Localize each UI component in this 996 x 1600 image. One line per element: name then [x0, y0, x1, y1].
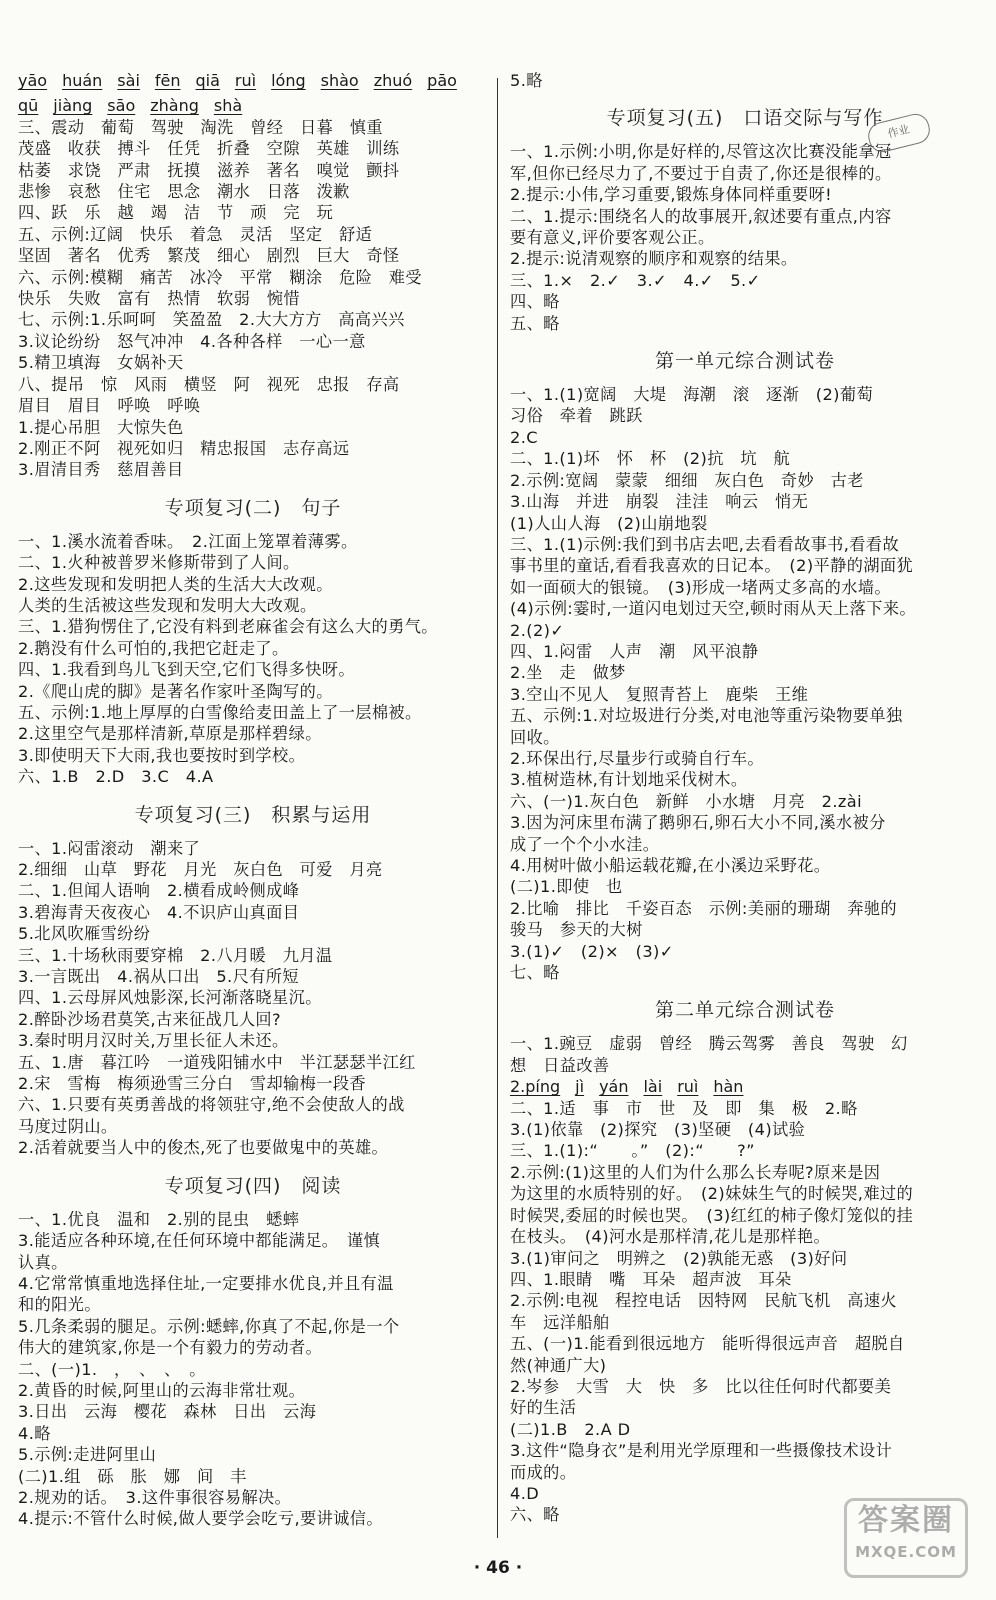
answer-line: 坚固 著名 优秀 繁茂 细心 剧烈 巨大 奇怪 — [18, 246, 400, 266]
answer-line: 六、(一)1.灰白色 新鲜 小水塘 月亮 2.zài — [510, 791, 863, 811]
column-divider — [497, 78, 498, 1538]
answer-line: 一、1.溪水流着香味。 2.江面上笼罩着薄雾。 — [18, 531, 358, 551]
watermark-url: MXQE.COM — [855, 1543, 957, 1561]
answer-line: 2.(2)✓ — [510, 620, 565, 640]
answer-line: 五、(一)1.能看到很远地方 能听得很远声音 超脱自 — [510, 1334, 905, 1354]
answer-line: 2.示例:电视 程控电话 因特网 民航飞机 高速火 — [510, 1291, 898, 1311]
answer-line: 2.提示:说清观察的顺序和观察的结果。 — [510, 249, 798, 269]
section-heading: 专项复习(二) 句子 — [164, 496, 342, 519]
answer-line: 3.能适应各种环境,在任何环境中都能满足。 谨慎 — [18, 1231, 381, 1251]
answer-line: 悲惨 哀愁 住宅 思念 潮水 日落 泼歉 — [18, 182, 350, 202]
answer-line: 习俗 牵着 跳跃 — [510, 406, 643, 426]
answer-line: 快乐 失败 富有 热情 软弱 惋惜 — [18, 289, 300, 309]
answer-line: 三、1.十场秋雨要穿棉 2.八月暖 九月温 — [18, 945, 333, 965]
section-heading: 第一单元综合测试卷 — [654, 350, 835, 373]
section-2-answers — [18, 531, 488, 788]
answer-line: 好的生活 — [510, 1398, 577, 1418]
answer-line: 然(神通广大) — [510, 1355, 607, 1375]
page-number: · 46 · — [473, 1558, 523, 1578]
answer-line: 5.北风吹雁雪纷纷 — [18, 924, 151, 944]
answer-line: 为这里的水质特别的好。 (2)妹妹生气的时候哭,难过的 — [510, 1184, 914, 1204]
answer-line: 三、1.猎狗愣住了,它没有料到老麻雀会有这么大的勇气。 — [18, 617, 438, 637]
answer-line: 2.活着就要当人中的俊杰,死了也要做鬼中的英雄。 — [18, 1138, 389, 1158]
answer-line: (二)1.组 砾 胀 娜 间 丰 — [18, 1466, 247, 1486]
answer-line: 五、示例:1.地上厚厚的白雪像给麦田盖上了一层棉被。 — [18, 702, 422, 722]
answer-line: 枯萎 求饶 严肃 抚摸 滋养 著名 嗅觉 颤抖 — [18, 160, 400, 180]
answer-line: 3.碧海青天夜夜心 4.不识庐山真面目 — [18, 902, 300, 922]
answer-line: 2.这里空气是那样清新,草原是那样碧绿。 — [18, 724, 322, 744]
answer-line: 2.C — [510, 427, 538, 447]
answer-line: 三、1.(1):“ 。” (2):“ ?” — [510, 1141, 755, 1161]
answer-line: 马度过阴山。 — [18, 1116, 118, 1136]
pinyin-row: 2.píng jì yán lài ruì hàn — [510, 1077, 744, 1097]
answer-line: 二、1.火种被普罗米修斯带到了人间。 — [18, 553, 300, 573]
answer-line: 一、1.(1)宽阔 大堤 海潮 滚 逐渐 (2)葡萄 — [510, 385, 874, 405]
answer-line: 七、示例:1.乐呵呵 笑盈盈 2.大大方方 高高兴兴 — [18, 310, 405, 330]
answer-line: (4)示例:霎时,一道闪电划过天空,顿时雨从天上落下来。 — [510, 599, 916, 619]
answer-line: 八、提吊 惊 风雨 横竖 阿 视死 忠报 存高 — [18, 374, 400, 394]
answer-line: 四、1.我看到鸟儿飞到天空,它们飞得多快呀。 — [18, 660, 355, 680]
answer-line: 3.(1)审问之 明辨之 (2)孰能无惑 (3)好问 — [510, 1248, 848, 1268]
answer-line: 4.用树叶做小船运载花瓣,在小溪边采野花。 — [510, 856, 831, 875]
answer-line: 2.坐 走 做梦 — [510, 663, 626, 683]
answer-line: 回收。 — [510, 727, 560, 747]
answer-line: 2.醉卧沙场君莫笑,古来征战几人回? — [18, 1009, 282, 1029]
answer-line: 3.(1)✓ (2)× (3)✓ — [510, 941, 674, 961]
answer-line: 四、略 — [510, 292, 560, 312]
section-3-answers — [18, 838, 488, 1159]
answer-line: 2.黄昏的时候,阿里山的云海非常壮观。 — [18, 1380, 306, 1400]
answer-line: 2.这些发现和发明把人类的生活大大改观。 — [18, 574, 333, 594]
answer-line: 2.提示:小伟,学习重要,锻炼身体同样重要呀! — [510, 185, 833, 205]
answer-line: 六、1.B 2.D 3.C 4.A — [18, 767, 214, 787]
answer-line: 想 日益改善 — [510, 1055, 610, 1075]
answer-line: 3.议论纷纷 怒气冲冲 4.各种各样 一心一意 — [18, 331, 366, 351]
answer-line: 3.眉清目秀 慈眉善目 — [18, 460, 184, 480]
section-heading: 第二单元综合测试卷 — [654, 999, 835, 1022]
answer-line: 认真。 — [18, 1252, 68, 1272]
answer-line: 4.它常常慎重地选择住址,一定要排水优良,并且有温 — [18, 1273, 394, 1293]
answer-line: 5.几条柔弱的腿足。示例:蟋蟀,你真了不起,你是一个 — [18, 1316, 400, 1336]
answer-line: 3.秦时明月汉时关,万里长征人未还。 — [18, 1031, 289, 1051]
answer-line: 一、1.闷雷滚动 潮来了 — [18, 838, 201, 858]
answer-line: 四、1.云母屏风烛影深,长河渐落晓星沉。 — [18, 988, 322, 1008]
watermark-logo — [844, 1498, 968, 1578]
answer-line: 2.细细 山草 野花 月光 灰白色 可爱 月亮 — [18, 860, 383, 879]
answer-line: 和的阳光。 — [18, 1295, 101, 1315]
answer-line: (1)人山人海 (2)山崩地裂 — [510, 513, 708, 533]
answer-line: 在枝头。 (4)河水是那样清,花儿是那样艳。 — [510, 1227, 831, 1247]
answer-line: 事书里的童话,看看我喜欢的日记本。 (2)平静的湖面犹 — [510, 556, 914, 576]
answer-line: 二、1.但闻人语响 2.横看成岭侧成峰 — [18, 881, 300, 901]
answer-line: 2.刚正不阿 视死如归 精忠报国 志存高远 — [18, 438, 350, 458]
answer-line: 2.规劝的话。 3.这件事很容易解决。 — [18, 1487, 292, 1507]
answer-line: 六、示例:模糊 痛苦 冰冷 平常 糊涂 危险 难受 — [18, 267, 422, 287]
answer-line: 一、1.豌豆 虚弱 曾经 腾云驾雾 善良 驾驶 幻 — [510, 1034, 908, 1054]
answer-line: 5.略 — [510, 71, 543, 90]
answer-line: 四、1.闷雷 人声 潮 风平浪静 — [510, 641, 759, 661]
answer-line: 要有意义,评价要客观公正。 — [510, 228, 715, 248]
answer-line: 4.D — [510, 1483, 540, 1503]
answer-line: 3.一言既出 4.祸从口出 5.尺有所短 — [18, 967, 299, 987]
section-heading: 专项复习(五) 口语交际与写作 — [606, 107, 884, 130]
answer-line: 4.略 — [18, 1423, 51, 1443]
unit-2-test-answers — [510, 1033, 980, 1525]
answer-line: 5.精卫填海 女娲补天 — [18, 353, 184, 373]
answer-line: 2.鹅没有什么可怕的,我把它赶走了。 — [18, 638, 289, 658]
answer-line: 而成的。 — [510, 1462, 577, 1482]
answer-line: 一、1.示例:小明,你是好样的,尽管这次比赛没能拿冠 — [510, 142, 892, 162]
answer-line: 六、略 — [510, 1505, 560, 1525]
answer-line: 伟大的建筑家,你是一个有毅力的劳动者。 — [18, 1338, 323, 1358]
answer-line: 1.提心吊胆 大惊失色 — [18, 417, 184, 437]
section-4-answers — [18, 1209, 488, 1530]
answer-line: 四、1.眼睛 嘴 耳朵 超声波 耳朵 — [510, 1269, 792, 1289]
answer-line: 眉目 眉目 呼唤 呼唤 — [18, 396, 201, 416]
answer-line: 六、1.只要有英勇善战的将领驻守,绝不会使敌人的战 — [18, 1095, 405, 1115]
section-5-answers — [510, 141, 980, 334]
answer-line: 如一面硕大的银镜。 (3)形成一堵两丈多高的水墙。 — [510, 577, 891, 597]
answer-line: 5.示例:走进阿里山 — [18, 1445, 157, 1465]
answer-line: (二)1.即使 也 — [510, 877, 623, 897]
answer-line: 3.植树造林,有计划地采伐树木。 — [510, 770, 748, 790]
left-column — [18, 70, 488, 1540]
watermark-title: 答案圈 — [858, 1503, 954, 1538]
answer-line: 二、1.提示:围绕名人的故事展开,叙述要有重点,内容 — [510, 206, 892, 226]
answer-line: 车 远洋船舶 — [510, 1312, 610, 1332]
right-column — [510, 70, 980, 1540]
section-1-answers — [18, 117, 488, 481]
answer-line: 2.环保出行,尽量步行或骑自行车。 — [510, 748, 765, 768]
answer-line: 人类的生活被这些发现和发明大大改观。 — [18, 595, 317, 615]
answer-line: 四、跃 乐 越 竭 洁 节 顽 完 玩 — [18, 203, 334, 223]
answer-line: 七、略 — [510, 963, 560, 983]
answer-line: 3.空山不见人 复照青苔上 鹿柴 王维 — [510, 684, 809, 704]
answer-line: 一、1.优良 温和 2.别的昆虫 蟋蟀 — [18, 1209, 300, 1229]
answer-line: 2.示例:(1)这里的人们为什么那么长寿呢?原来是因 — [510, 1162, 881, 1182]
answer-line: 2.岑参 大雪 大 快 多 比以往任何时代都要美 — [510, 1376, 892, 1396]
section-heading: 专项复习(三) 积累与运用 — [134, 803, 372, 826]
answer-line: 3.(1)依靠 (2)探究 (3)坚硬 (4)试验 — [510, 1120, 806, 1140]
answer-line: 军,但你已经尽力了,不要过于自责了,你还是很棒的。 — [510, 163, 892, 183]
answer-line: 3.山海 并进 崩裂 洼洼 响云 悄无 — [510, 492, 809, 512]
answer-line: 三、震动 葡萄 驾驶 淘洗 曾经 日暮 慎重 — [18, 117, 383, 137]
answer-line: 2.比喻 排比 千姿百态 示例:美丽的珊瑚 奔驰的 — [510, 898, 898, 918]
answer-line: 3.因为河床里布满了鹅卵石,卵石大小不同,溪水被分 — [510, 813, 886, 833]
answer-line: 时候哭,委屈的时候也哭。 (3)红红的柿子像灯笼似的挂 — [510, 1205, 914, 1225]
answer-line: 成了一个个小水洼。 — [510, 834, 660, 854]
answer-line: 2.宋 雪梅 梅须逊雪三分白 雪却输梅一段香 — [18, 1074, 366, 1094]
answer-line: 三、1.× 2.✓ 3.✓ 4.✓ 5.✓ — [510, 270, 761, 290]
pinyin-row: qū jiàng sāo zhàng shà — [18, 96, 243, 116]
answer-line: 五、略 — [510, 313, 560, 333]
unit-1-test-answers — [510, 384, 980, 983]
answer-line: 4.提示:不管什么时候,做人要学会吃亏,要讲诚信。 — [18, 1509, 383, 1529]
answer-line: 茂盛 收获 搏斗 任凭 折叠 空隙 英雄 训练 — [18, 139, 400, 159]
answer-line: 五、1.唐 暮江吟 一道残阳铺水中 半江瑟瑟半江红 — [18, 1052, 416, 1072]
answer-line: 二、1.适 事 市 世 及 即 集 极 2.略 — [510, 1098, 858, 1118]
answer-line: 五、示例:1.对垃圾进行分类,对电池等重污染物要单独 — [510, 706, 903, 726]
answer-line: 3.日出 云海 樱花 森林 日出 云海 — [18, 1402, 317, 1422]
answer-line: 骏马 参天的大树 — [510, 920, 643, 940]
homework-stamp: 作业 — [865, 111, 932, 155]
answer-line: 五、示例:辽阔 快乐 着急 灵活 坚定 舒适 — [18, 224, 373, 244]
answer-line: 3.这件“隐身衣”是利用光学原理和一些摄像技术设计 — [510, 1441, 893, 1461]
answer-line: 2.《爬山虎的脚》是著名作家叶圣陶写的。 — [18, 681, 333, 701]
answer-line: 2.示例:宽阔 蒙蒙 细细 灰白色 奇妙 古老 — [510, 470, 864, 490]
answer-line: 二、(一)1. ， 、 、 。 — [18, 1359, 206, 1379]
answer-line: 三、1.(1)示例:我们到书店去吧,去看看故事书,看看故 — [510, 534, 900, 554]
section-heading: 专项复习(四) 阅读 — [164, 1174, 342, 1197]
answer-line: 二、1.(1)坏 怀 杯 (2)抗 坑 航 — [510, 449, 791, 469]
pinyin-row: yāo huán sài fēn qiā ruì lóng shào zhuó pāo — [18, 71, 457, 90]
answer-line: (二)1.B 2.A D — [510, 1419, 631, 1439]
answer-line: 3.即使明天下大雨,我也要按时到学校。 — [18, 745, 306, 765]
